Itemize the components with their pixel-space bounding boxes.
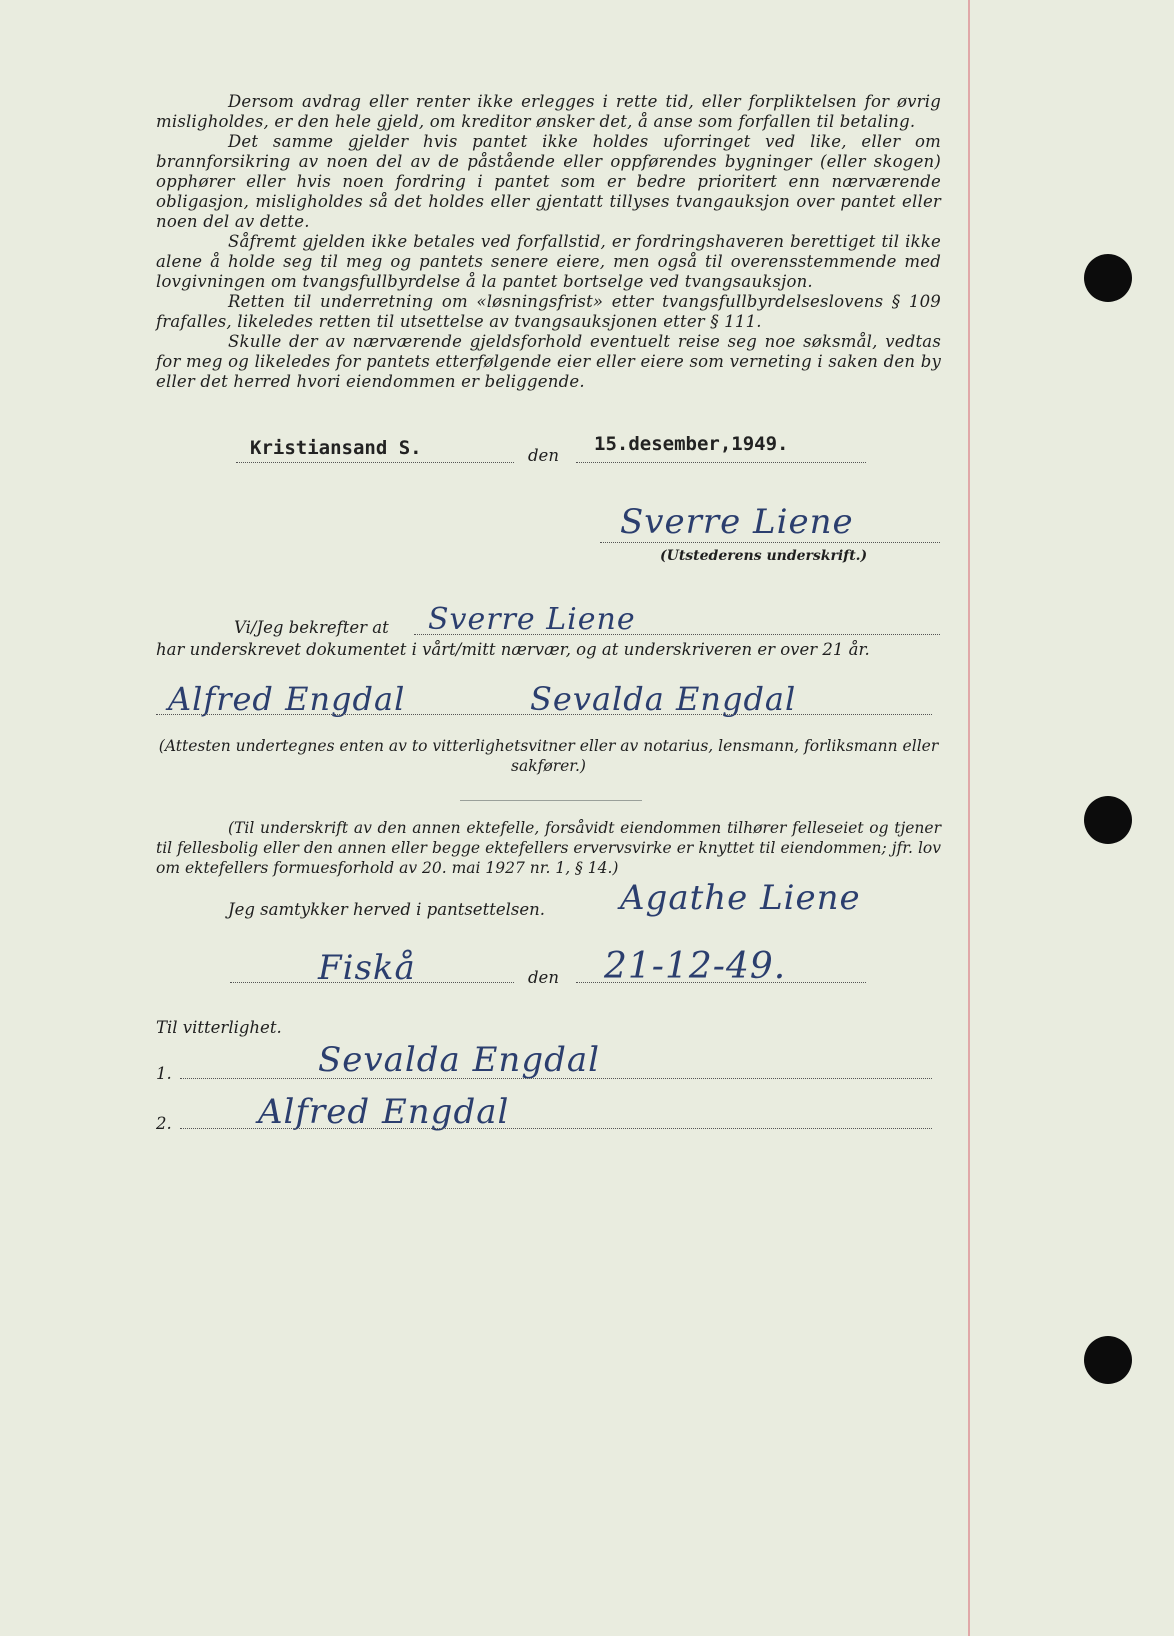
paragraph-venue: Skulle der av nærværende gjeldsforhold eventuelt reise seg noe søksmål, vedtas for meg og likeledes for pantets etterfølgende eier eller eiere som verneting i saken den by eller det herred hvori eiendommen er beliggende. — [156, 332, 941, 391]
date-typed: 15.desember,1949. — [594, 433, 789, 455]
paragraph-default: Dersom avdrag eller renter ikke erlegges i rette tid, eller forpliktelsen for øvrig misligholdes, er den hele gjeld, om kreditor ønsker det, å anse som forfallen til betaling. — [156, 92, 941, 131]
spouse-note: (Til underskrift av den annen ektefelle, forsåvidt eiendommen tilhører felleseiet og tjener til fellesbolig eller den annen eller begge ektefellers ervervsvirke er knyttet til eiendommen; jfr. lov om ektefellers formuesforhold av 20. mai 1927 nr. 1, § 14.) — [156, 819, 941, 877]
issuer-signature: Sverre Liene — [620, 502, 854, 542]
witness-signature-b: Sevalda Engdal — [530, 680, 797, 718]
separator-line — [460, 800, 642, 801]
punch-hole — [1084, 796, 1132, 844]
den-label: den — [528, 446, 559, 465]
witness2-signature: Alfred Engdal — [258, 1092, 510, 1132]
den2-label: den — [528, 968, 559, 987]
witness1-number: 1. — [156, 1064, 172, 1083]
place-typed: Kristiansand S. — [250, 437, 422, 459]
witness-signature-line — [156, 714, 932, 715]
issuer-signature-line — [600, 542, 940, 543]
date2-line — [576, 982, 866, 983]
witness-heading: Til vitterlighet. — [156, 1018, 282, 1037]
witness2-line — [180, 1128, 932, 1129]
paragraph-notice: Retten til underretning om «løsningsfrist» etter tvangsfullbyrdelseslovens § 109 frafalles, likeledes retten til utsettelse av tvangsauksjonen etter § 111. — [156, 292, 941, 331]
place2-handwritten: Fiskå — [318, 948, 416, 988]
confirm-prefix: Vi/Jeg bekrefter at — [234, 618, 389, 637]
issuer-caption: (Utstederens underskrift.) — [660, 548, 868, 564]
consent-text: Jeg samtykker herved i pantsettelsen. — [228, 900, 545, 919]
witness2-number: 2. — [156, 1114, 172, 1133]
attest-note: (Attesten undertegnes enten av to vitterlighetsvitner eller av notarius, lensmann, forliksmann eller sakfører.) — [158, 737, 939, 775]
paragraph-insurance: Det samme gjelder hvis pantet ikke holdes uforringet ved like, eller om brannforsikring av noen del av de påstående eller oppførendes bygninger (eller skogen) opphører eller hvis noen fordring i pantet som er bedre prioritert enn nærværende obligasjon, misligholdes så det holdes eller gjentatt tillyses tvangauksjon over pantet eller noen del av dette. — [156, 132, 941, 231]
punch-hole — [1084, 254, 1132, 302]
witness1-signature: Sevalda Engdal — [318, 1040, 600, 1080]
witness-signature-a: Alfred Engdal — [168, 680, 406, 718]
confirm-name-signature: Sverre Liene — [428, 602, 636, 637]
paragraph-forced-sale: Såfremt gjelden ikke betales ved forfallstid, er fordringshaveren berettiget til ikke alene å holde seg til meg og pantets senere eiere, men også til overensstemmende med lovgivningen om tvangsfullbyrdelse å la pantet bortselge ved tvangsauksjon. — [156, 232, 941, 291]
date2-handwritten: 21-12-49. — [604, 946, 787, 987]
witness1-line — [180, 1078, 932, 1079]
place-line — [236, 462, 514, 463]
place2-line — [230, 982, 514, 983]
confirm-name-line — [414, 634, 940, 635]
terms-text — [156, 92, 941, 392]
confirm-text: har underskrevet dokumentet i vårt/mitt nærvær, og at underskriveren er over 21 år. — [156, 640, 870, 659]
consent-signature: Agathe Liene — [620, 878, 861, 918]
punch-hole — [1084, 1336, 1132, 1384]
date-line — [576, 462, 866, 463]
red-margin-line — [968, 0, 970, 1636]
